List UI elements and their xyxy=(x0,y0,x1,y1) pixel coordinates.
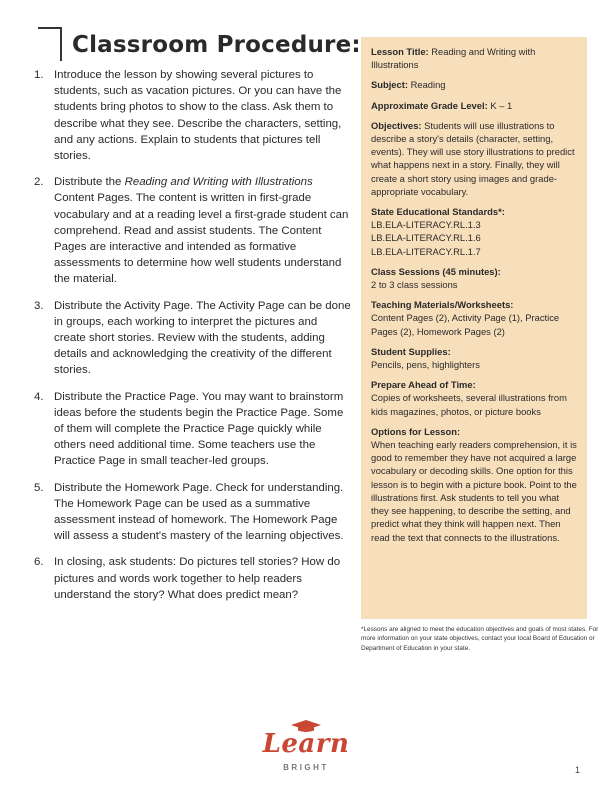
lesson-options-value: When teaching early readers comprehension, it is good to remember they have not acquired a large vocabulary or decoding skills. One option for this lesson is to begin with a picture book. Point to the illustrations first. Ask students to tell you what they see happening, to describe the setting, and predict what they think will happen next. Then read the text that connects to the illustrations. xyxy=(371,439,577,543)
student-supplies-section xyxy=(371,345,577,371)
lesson-options-section xyxy=(371,425,577,544)
standards-footnote: *Lessons are aligned to meet the education objectives and goals of most states. For more information on your state objectives, contact your local Board of Education or Department of Education in your state. xyxy=(361,626,599,652)
procedure-step-1 xyxy=(34,67,352,164)
class-sessions-label: Class Sessions (45 minutes): xyxy=(371,265,501,277)
step-number: 6. xyxy=(34,556,44,569)
lesson-info-sidebar xyxy=(361,37,587,619)
step-text xyxy=(54,174,352,287)
page-title: Classroom Procedure: xyxy=(72,32,361,58)
prepare-ahead-label: Prepare Ahead of Time: xyxy=(371,379,476,391)
lesson-options-label: Options for Lesson: xyxy=(371,425,461,437)
step-number: 3. xyxy=(34,299,44,312)
teaching-materials-section xyxy=(371,298,577,338)
logo-subtitle: BRIGHT xyxy=(283,763,329,772)
step-text-part: Content Pages. The content is written in first-grade vocabulary and at a reading level a first-grade student can comprehend. Read and assist students. The Content Pages are interactive and intended as formative assessments to determine how well students understand the material. xyxy=(54,192,349,286)
standards-label: State Educational Standards*: xyxy=(371,206,505,218)
step-number: 2. xyxy=(34,176,44,189)
objectives-label: Objectives: xyxy=(371,119,422,131)
teaching-materials-value: Content Pages (2), Activity Page (1), Practice Pages (2), Homework Pages (2) xyxy=(371,312,560,337)
standard-item: LB.ELA-LITERACY.RL.1.7 xyxy=(371,245,481,257)
lesson-title-value: Reading and Writing with Illustrations xyxy=(371,46,536,71)
subject-value: Reading xyxy=(410,79,446,91)
subject-section xyxy=(371,78,577,91)
student-supplies-value: Pencils, pens, highlighters xyxy=(371,359,480,371)
step-number: 1. xyxy=(34,69,44,81)
lesson-title-label: Lesson Title: xyxy=(371,46,429,57)
corner-mark-vertical xyxy=(60,27,62,61)
logo-wordmark: Learn xyxy=(262,729,350,759)
standard-item: LB.ELA-LITERACY.RL.1.3 xyxy=(371,219,481,231)
subject-label: Subject: xyxy=(371,79,408,91)
procedure-list xyxy=(34,67,352,603)
class-sessions-section xyxy=(371,265,577,291)
grade-level-label: Approximate Grade Level: xyxy=(371,99,488,111)
content-pages-title: Reading and Writing with Illustrations xyxy=(124,176,313,189)
procedure-step-4 xyxy=(34,389,352,470)
standards-list xyxy=(371,218,577,258)
objectives-section xyxy=(371,119,577,198)
step-text-part: Distribute the xyxy=(54,176,125,189)
class-sessions-value: 2 to 3 class sessions xyxy=(371,279,458,291)
prepare-ahead-value: Copies of worksheets, several illustrations from kids magazines, photos, or picture books xyxy=(371,392,567,417)
lesson-title-section xyxy=(371,45,577,71)
step-text: Distribute the Practice Page. You may want to brainstorm ideas before the students begin the Practice Page. Some of them will complete the Practice Page quickly while others need additional time. Some teachers use the Practice Page in small teacher-led groups. xyxy=(54,390,344,468)
prepare-ahead-section xyxy=(371,378,577,418)
step-number: 5. xyxy=(34,481,44,494)
step-text: Distribute the Homework Page. Check for understanding. The Homework Page can be used as a summative assessment instead of homework. The Homework Page will assess a student's mastery of the learning objectives. xyxy=(54,481,344,543)
procedure-step-6 xyxy=(34,554,352,603)
objectives-value: Students will use illustrations to describe a story's details (character, setting, events). They will use story illustrations to predict what happens next in a story. Finally, they will create a short story using images and grade-appropriate vocabulary. xyxy=(371,119,575,197)
procedure-step-2 xyxy=(34,174,352,287)
corner-mark-horizontal xyxy=(38,27,61,29)
step-text: In closing, ask students: Do pictures tell stories? How do pictures and words work together to help readers understand the story? What does predict mean? xyxy=(54,556,341,601)
standard-item: LB.ELA-LITERACY.RL.1.6 xyxy=(371,232,481,244)
learn-bright-logo xyxy=(251,720,361,780)
student-supplies-label: Student Supplies: xyxy=(371,345,451,357)
procedure-step-3 xyxy=(34,298,352,379)
grade-level-value: K – 1 xyxy=(490,99,513,111)
step-text: Introduce the lesson by showing several pictures to students, such as vacation pictures. Or you can have the students bring photos to show to the class. Ask them to describe what they see. Describe the characters, setting, and any actions. Explain to students that pictures tell stories. xyxy=(54,69,342,163)
step-text: Distribute the Activity Page. The Activity Page can be done in groups, each working to interpret the pictures and create short stories. Review with the students, adding details and acknowledging the creativity of the different stories. xyxy=(54,299,351,377)
step-number: 4. xyxy=(34,390,44,403)
grade-level-section xyxy=(371,99,577,112)
teaching-materials-label: Teaching Materials/Worksheets: xyxy=(371,299,514,311)
standards-section xyxy=(371,205,577,258)
page-number: 1 xyxy=(575,765,581,775)
procedure-step-5 xyxy=(34,480,352,545)
